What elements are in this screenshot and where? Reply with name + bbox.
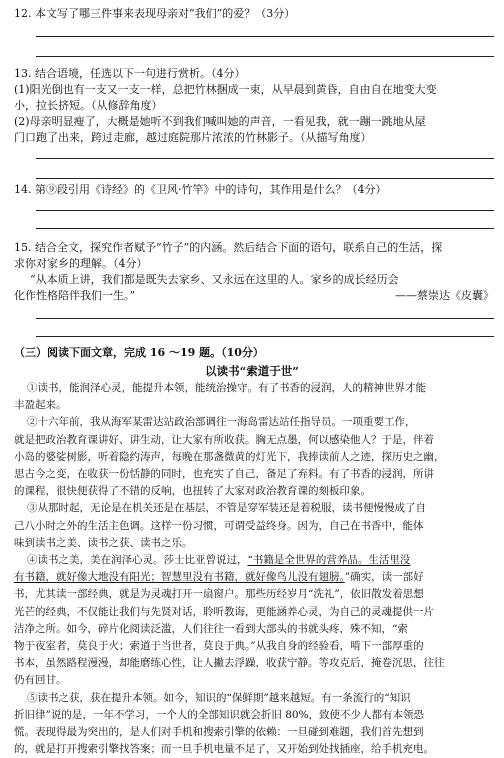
paragraph-5-line: 慌。表现得最为突出的，是人们对手机和搜索引擎的依赖：一旦碰到难题，我们首先想到 [14, 726, 424, 739]
answer-line [36, 228, 494, 229]
paragraph-2-line: 小岛的婆娑树影，听着隐约涛声，每晚在那盏微黄的灯光下，我捧读前人之迹，探历史之幽， [14, 450, 445, 463]
paragraph-1-line: 丰盈起来。 [14, 399, 67, 412]
answer-line [36, 178, 494, 179]
paragraph-4-line: 书，尤其读一部经典，就是为灵魂打开一扇窗户。那些历经岁月“洗礼”，依旧散发着思想 [14, 588, 424, 601]
question-13-sentence-2: (2)母亲明显瘦了，大概是她听不到我们喊叫她的声音，一看见我，就一蹦一跳地从屋 [14, 115, 426, 128]
question-12 [14, 6, 494, 22]
answer-line [36, 336, 494, 337]
question-13-sentence-1: (1)阳光倒也有一支又一支一样，总把竹林捆成一束，从早晨到黄昏，自由自在地变大变 [14, 83, 437, 96]
paragraph-5-line: 的，就是打开搜索引擎找答案；而一旦手机电量不足了，又开始到处找插座，给手机充电。 [14, 743, 434, 756]
question-15-line-1: 15. 结合全文，探究作者赋予“竹子”的内涵。然后结合下面的语句，联系自己的生活，探 [14, 241, 443, 254]
answer-line [36, 56, 494, 57]
article-title: 以读书“索道于世” [205, 364, 299, 378]
question-14 [14, 182, 494, 198]
answer-line [36, 210, 494, 211]
quote-line-1: “从本质上讲，我们都是既失去家乡、又永远在这里的人。家乡的成长经历会 [30, 273, 399, 286]
paragraph-4-line [14, 569, 494, 586]
question-13-stem: 13. 结合语境，任选以下一句进行赏析。（4分） [14, 67, 246, 80]
paragraph-3-line: 味到读书之美、读书之获、读书之乐。 [14, 536, 193, 549]
paragraph-4-line: 仍有回甘。 [14, 674, 67, 687]
paragraph-4-line: 书本，虽然路程漫漫，却能磨练心性，让人撇去浮躁，收获宁静。等攻克后，掩卷沉思，往往 [14, 657, 445, 670]
answer-line [36, 318, 494, 319]
paragraph-4-text: ”确实，读一部好 [344, 571, 424, 584]
paragraph-4-line: 洁净之所。如今，碎片化阅读泛滥，人们往往一看到大部头的书就头疼，殊不知，“索 [14, 622, 408, 635]
paragraph-4-text: ④读书之美，美在润泽心灵。莎士比亚曾说过， [27, 554, 248, 567]
question-13-sentence-2-cont: 门口跑了出来，跨过走廊，越过庭院那片浓浓的竹林影子。（从描写角度） [14, 131, 372, 144]
paragraph-4-line: 物于夜室者，莫良于火；索道于当世者，莫良于典。”从我自身的经验看，啃下一部厚重的 [14, 640, 424, 653]
question-14-text: 14. 第⑨段引用《诗经》的《卫风·竹竿》中的诗句，其作用是什么？（4分） [14, 183, 387, 196]
question-13-sentence-1-cont: 小，拉长挤短。（从修辞角度） [14, 99, 163, 112]
paragraph-2-line: 的课程，很快便获得了不错的反响，也扭转了大家对政治教育课的刻板印象。 [14, 485, 371, 498]
question-15 [14, 240, 494, 304]
paragraph-3-line: ③从那时起，无论是在机关还是在基层，不管是穿军装还是着税服，读书便慢慢成了自 [27, 502, 426, 515]
paragraph-1-line: ①读书，能润泽心灵，能提升本领，能统治操守。有了书香的浸润，人的精神世界才能 [27, 382, 426, 394]
paragraph-2-line: 就是把政治教育课讲好、讲生动，让大家有所收获。胸无点墨，何以感染他人？于是，伴着 [14, 433, 434, 446]
underlined-quote: “书籍是全世界的营养品。生活里没 [247, 554, 411, 567]
section-heading: （三）阅读下面文章，完成 16 ～19 题。（10分） [14, 346, 264, 359]
paragraph-3-line: 己八小时之外的生活主色调。这样一份习惯，可谓受益终身。因为，自己在书香中，能体 [14, 519, 424, 532]
question-13 [14, 66, 494, 146]
quote-line-2: 化作性格陪伴我们一生。” [14, 289, 136, 302]
paragraph-2-line: 思古今之变，在收获一份恬静的同时，也充实了自己，备足了弃料。有了书香的浸润，所讲 [14, 468, 434, 481]
question-12-text: 12. 本文写了哪三件事来表现母亲对“我们”的爱？（3分） [14, 7, 296, 20]
paragraph-5-line: ⑤读书之获，获在提升本领。如今，知识的“保鲜期”越来越短。有一条流行的“知识 [27, 691, 411, 704]
paragraph-4-line [14, 552, 494, 569]
paragraph-4-line: 光芒的经典，不仅能让我们与先贤对话，聆听教诲，更能涵养心灵，为自己的灵魂提供一片 [14, 605, 434, 618]
underlined-quote: 有书籍，就好像大地没有阳光；智慧里没有书籍，就好像鸟儿没有翅膀。 [14, 571, 345, 584]
article-body [14, 380, 494, 758]
quote-source: ——蔡崇达《皮囊》 [395, 289, 494, 302]
answer-line [36, 36, 494, 37]
question-15-line-2: 求你对家乡的理解。（4分） [14, 257, 148, 270]
answer-line [36, 158, 494, 159]
paragraph-5-line: 折旧律”说的是，一年不学习，一个人的全部知识就会折旧 80%，致使不少人都有本领恐 [14, 708, 425, 721]
paragraph-2-line: ②十六年前，我从海军某雷达站政治部调往一海岛雷达站任指导员。一项重要工作， [27, 416, 416, 429]
